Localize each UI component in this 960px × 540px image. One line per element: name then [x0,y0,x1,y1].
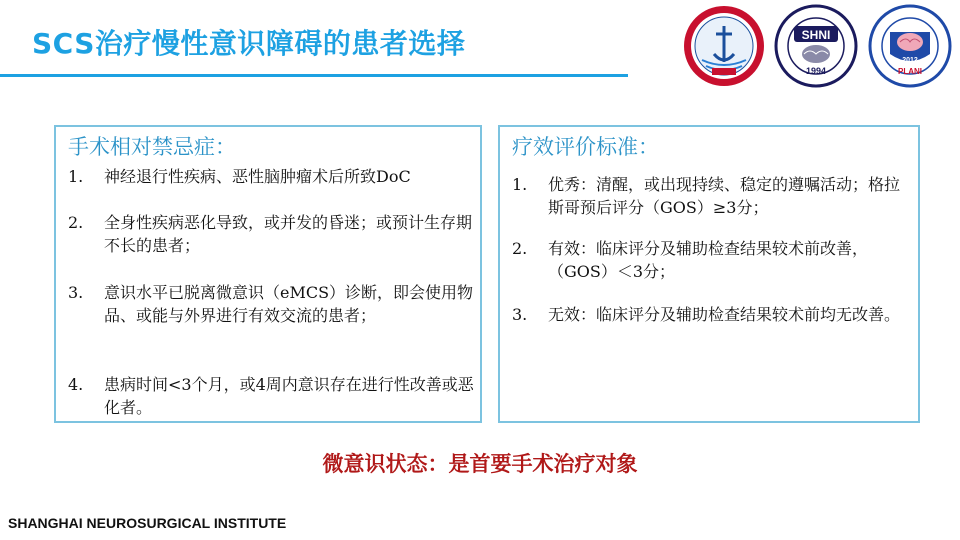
contraindications-heading: 手术相对禁忌症： [68,135,236,159]
item-number: 2. [68,213,84,232]
plani-logo-text: PLANI [898,67,922,76]
item-text: 患病时间<3个月，或4周内意识存在进行性改善或恶化者。 [104,375,474,417]
logo-group [676,4,960,90]
item-text: 无效：临床评分及辅助检查结果较术前均无改善。 [548,305,901,324]
slide-title: SCS治疗慢性意识障碍的患者选择 [32,27,466,60]
shni-logo [772,4,860,90]
item-number: 3. [512,305,528,324]
shni-logo-year: 1994 [805,66,827,76]
shni-logo-text: SHNI [801,28,831,42]
item-number: 4. [68,375,84,394]
efficacy-box [498,125,920,423]
footer-institute: SHANGHAI NEUROSURGICAL INSTITUTE [8,515,287,531]
emphasis-statement: 微意识状态：是首要手术治疗对象 [322,452,638,476]
hospital-seal-logo [680,4,768,90]
item-text: 意识水平已脱离微意识（eMCS）诊断，即会使用物品、或能与外界进行有效交流的患者； [104,283,474,325]
item-text: 有效：临床评分及辅助检查结果较术前改善，（GOS）＜3分； [548,239,869,281]
item-number: 1. [68,167,84,186]
item-text: 全身性疾病恶化导致，或并发的昏迷；或预计生存期不长的患者； [104,213,473,255]
item-number: 1. [512,175,528,194]
title-rule [0,74,628,77]
contraindications-box [54,125,482,423]
item-number: 2. [512,239,528,258]
efficacy-heading: 疗效评价标准： [512,135,659,159]
item-number: 3. [68,283,84,302]
plani-logo-year: 2012 [902,57,918,64]
item-text: 优秀：清醒，或出现持续、稳定的遵嘱活动；格拉斯哥预后评分（GOS）≥3分； [548,175,901,217]
plani-logo [866,4,954,90]
item-text: 神经退行性疾病、恶性脑肿瘤术后所致DoC [104,167,411,186]
